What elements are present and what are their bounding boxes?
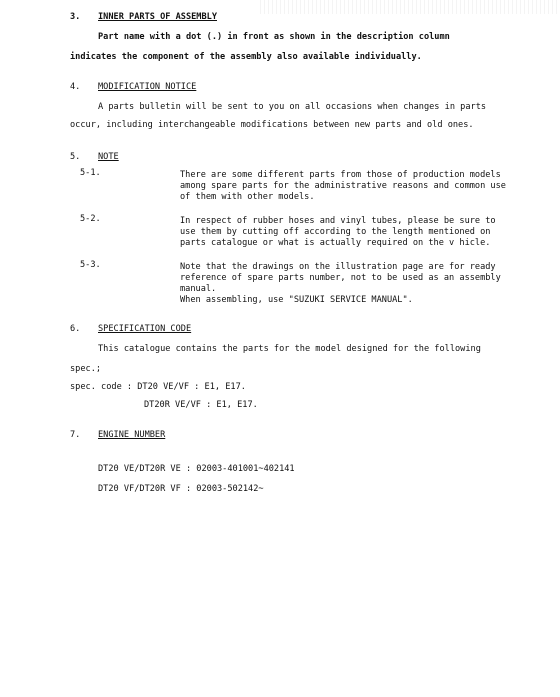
section-specification-code (0, 324, 560, 414)
note-number: 5-3. (80, 260, 101, 270)
section-inner-parts (0, 12, 560, 72)
section-modification-notice (0, 82, 560, 142)
note-number: 5-1. (80, 168, 101, 178)
section-number: 6. (70, 324, 81, 334)
note-item (0, 168, 560, 208)
section-note (0, 152, 560, 320)
section-number: 4. (70, 82, 81, 92)
note-text: Note that the drawings on the illustration page are for ready reference of spare parts number, not to be used as an assembly manual. When assembling, use "SUZUKI SERVICE MANUAL". (180, 262, 501, 305)
engine-number-line: DT20 VF/DT20R VF : 02003-502142~ (98, 484, 264, 494)
spec-code-line: DT20R VE/VF : E1, E17. (144, 400, 258, 410)
section-engine-number (0, 430, 560, 500)
engine-number-line: DT20 VE/DT20R VE : 02003-401001~402141 (98, 464, 295, 474)
paragraph-line: Part name with a dot (.) in front as shown in the description column (98, 32, 450, 42)
section-title: SPECIFICATION CODE (98, 324, 192, 334)
paragraph-line: A parts bulletin will be sent to you on all occasions when changes in parts (98, 102, 487, 112)
paragraph-line: indicates the component of the assembly also available individually. (70, 52, 422, 62)
paragraph-line: occur, including interchangeable modifications between new parts and old ones. (70, 120, 474, 130)
note-item (0, 214, 560, 254)
paragraph-line: This catalogue contains the parts for the model designed for the following (98, 344, 481, 354)
section-number: 5. (70, 152, 81, 162)
section-title: MODIFICATION NOTICE (98, 82, 197, 92)
section-title: ENGINE NUMBER (98, 430, 166, 440)
section-title: NOTE (98, 152, 119, 162)
section-title: INNER PARTS OF ASSEMBLY (98, 12, 217, 22)
note-item (0, 260, 560, 316)
paragraph-line: spec.; (70, 364, 102, 374)
note-text: In respect of rubber hoses and vinyl tubes, please be sure to use them by cutting off according to the length mentioned on parts catalogue or what is actually required on the v hicle. (180, 216, 496, 248)
note-text: There are some different parts from those of production models among spare parts for the administrative reasons and common use of them with other models. (180, 170, 506, 202)
note-number: 5-2. (80, 214, 101, 224)
section-number: 7. (70, 430, 81, 440)
spec-code-line: spec. code : DT20 VE/VF : E1, E17. (70, 382, 246, 392)
section-number: 3. (70, 12, 81, 22)
